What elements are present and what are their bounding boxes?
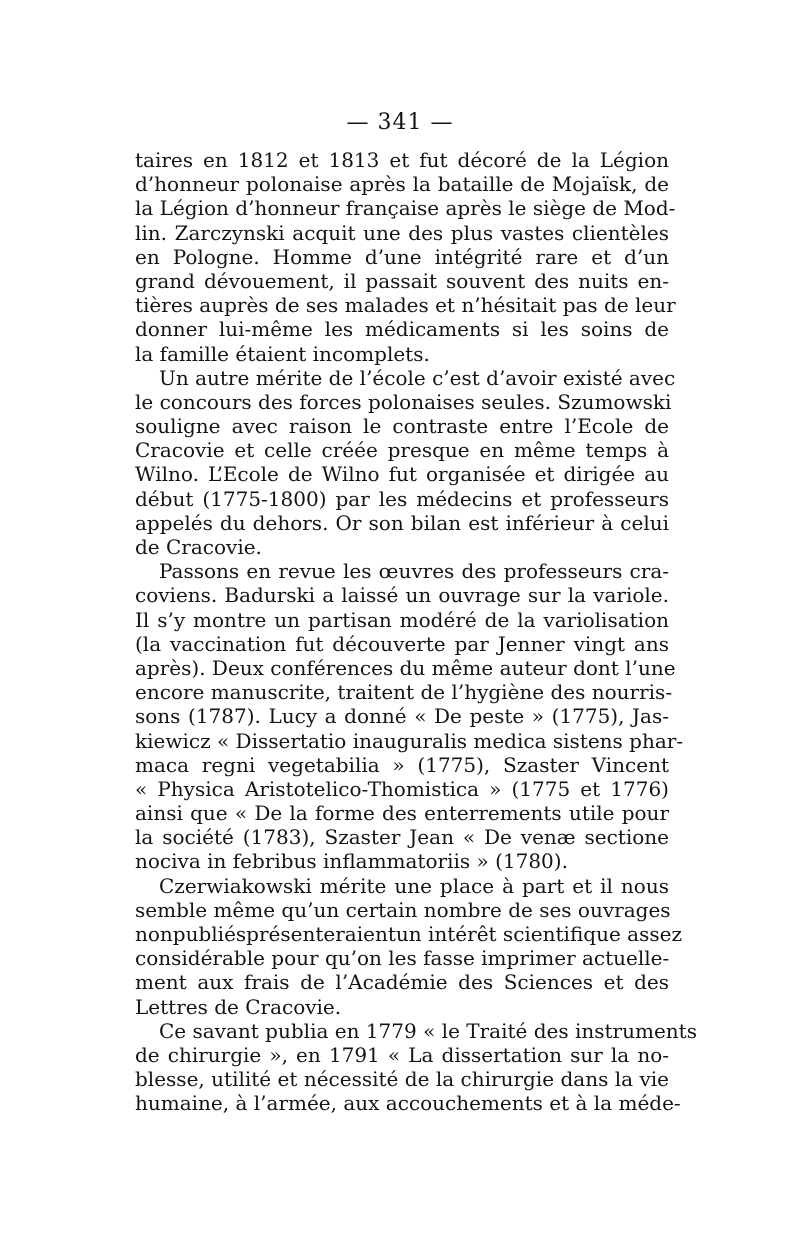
text-line: le concours des forces polonaises seules. Szumowski — [135, 389, 672, 414]
text-line: maca regni vegetabilia » (1775), Szaster Vincent — [135, 752, 669, 777]
body-text — [135, 148, 697, 1116]
text-line: semble même qu’un certain nombre de ses ouvrages — [135, 897, 671, 922]
paragraph-first-line: Passons en revue les œuvres des professeurs cra- — [159, 559, 669, 584]
text-line: Cracovie et celle créée presque en même temps à — [135, 438, 669, 463]
text-line: souligne avec raison le contraste entre l’Ecole de — [135, 414, 669, 439]
text-line: donner lui-même les médicaments si les soins de — [135, 317, 669, 342]
text-line: la Légion d’honneur française après le siège de Mod- — [135, 196, 676, 221]
text-line: tières auprès de ses malades et n’hésitait pas de leur — [135, 293, 676, 318]
text-line: Wilno. L’Ecole de Wilno fut organisée et dirigée au — [135, 462, 669, 487]
text-line: encore manuscrite, traitent de l’hygiène des nourris- — [135, 680, 673, 705]
text-line: grand dévouement, il passait souvent des nuits en- — [135, 268, 669, 293]
text-line: coviens. Badurski a laissé un ouvrage sur la variole. — [135, 583, 669, 608]
paragraph-first-line: Un autre mérite de l’école c’est d’avoir existé avec — [159, 365, 676, 390]
text-line: appelés du dehors. Or son bilan est inférieur à celui — [135, 510, 669, 535]
text-line: considérable pour qu’on les fasse imprimer actuelle- — [135, 946, 670, 971]
text-line: lin. Zarczynski acquit une des plus vastes clientèles — [135, 220, 669, 245]
text-line: « Physica Aristotelico-Thomistica » (1775 et 1776) — [135, 776, 669, 801]
paragraph-first-line: Czerwiakowski mérite une place à part et il nous — [159, 873, 669, 898]
text-line: taires en 1812 et 1813 et fut décoré de la Légion — [135, 148, 669, 172]
text-line: ment aux frais de l’Académie des Sciences et des — [135, 970, 669, 995]
text-line: nociva in febribus inflammatoriis » (1780). — [135, 849, 568, 874]
text-line: (la vaccination fut découverte par Jenner vingt ans — [135, 631, 669, 656]
text-line: humaine, à l’armée, aux accouchements et à la méde- — [135, 1091, 681, 1116]
text-line: la famille étaient incomplets. — [135, 341, 430, 366]
text-line: d’honneur polonaise après la bataille de Mojaïsk, de — [135, 172, 669, 197]
paragraph-first-line: Ce savant publia en 1779 « le Traité des instruments — [159, 1018, 697, 1043]
text-line: de Cracovie. — [135, 535, 262, 559]
text-line: début (1775-1800) par les médecins et professeurs — [135, 486, 669, 511]
text-line: nonpubliésprésenteraientun intérêt scientifique assez — [135, 922, 682, 946]
text-line: blesse, utilité et nécessité de la chirurgie dans la vie — [135, 1067, 669, 1092]
text-line: ainsi que « De la forme des enterrements utile pour — [135, 801, 669, 826]
text-line: de chirurgie », en 1791 « La dissertation sur la no- — [135, 1042, 669, 1067]
text-line: après). Deux conférences du même auteur dont l’une — [135, 655, 676, 680]
text-line: la société (1783), Szaster Jean « De venæ sectione — [135, 825, 669, 850]
text-line: Lettres de Cracovie. — [135, 994, 342, 1019]
text-line: sons (1787). Lucy a donné « De peste » (1775), Jas- — [135, 704, 669, 729]
page-number: — 341 — — [346, 110, 454, 135]
text-line: Il s’y montre un partisan modéré de la variolisation — [135, 607, 669, 632]
text-line: en Pologne. Homme d’une intégrité rare et d’un — [135, 244, 669, 269]
text-line: kiewicz « Dissertatio inauguralis medica sistens phar- — [135, 728, 684, 753]
